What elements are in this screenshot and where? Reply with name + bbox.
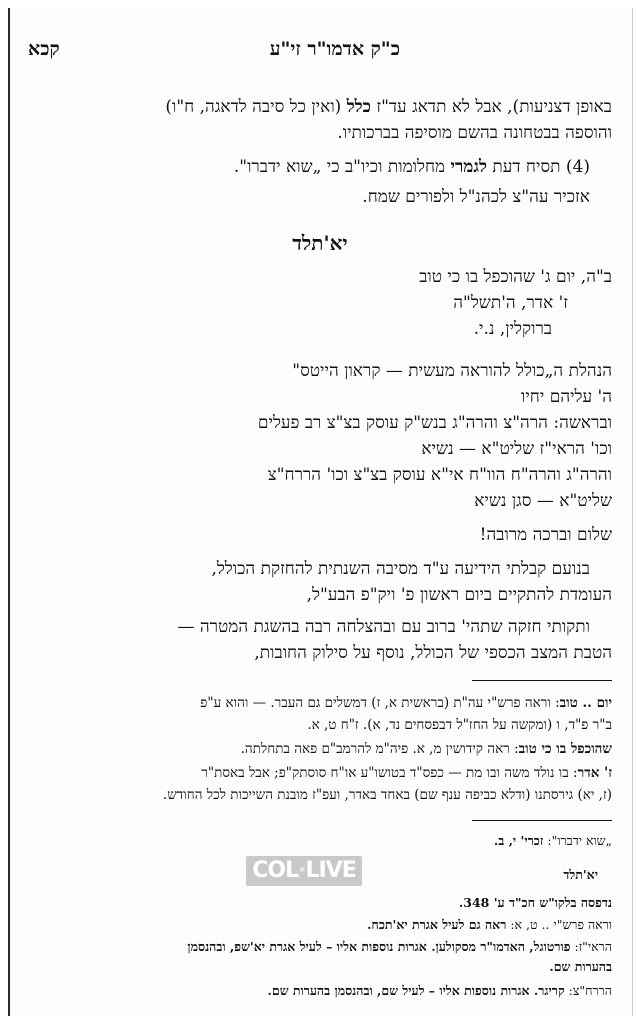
page-number: קכא	[28, 38, 60, 60]
footnote-divider	[472, 680, 612, 681]
note-text: הראי"ז:	[570, 939, 612, 954]
item-4-bold: לגמרי	[450, 157, 487, 177]
footnote-1-cont: ב"ר פ"ד, ו (ומקשה על החז"ל דבפסחים נד, א). ז"ח ט, א.	[307, 717, 612, 733]
footnote-1	[28, 692, 612, 714]
intro-line-2: והוספה בבטחונה בהשם מוסיפה בברכותיו.	[337, 123, 612, 143]
intro-bold: כלל	[346, 97, 371, 117]
paragraph-line: הטבת המצב הכספי של הכולל, נוסף על סילוק החובות,	[254, 643, 612, 663]
footnote-text: : ראה קידושין מ, א. פיה"מ להרמב"ם פאה בתחלתה.	[240, 741, 519, 757]
address-line: ה' עליהם יחיו	[520, 387, 612, 407]
item-4	[28, 154, 612, 180]
note-harrach	[28, 980, 612, 1001]
note-verse	[28, 830, 612, 851]
address-line: ובראשה: הרה"צ והרה"ג בנש"ק עוסק בצ"צ רב פעלים	[257, 413, 612, 433]
watermark-text: LIVE	[305, 858, 356, 883]
paragraph-line: בנועם קבלתי הידיעה ע"ד מסיבה השנתית להחזקת הכולל,	[211, 559, 590, 579]
watermark-logo	[246, 856, 362, 886]
footnote-text: : בו נולד משה ובו מת — כפס"ד בטושו"ע או"ח סוסתק"פ; אבל באסת"ר	[201, 765, 578, 781]
footnote-term: ז' אדר	[577, 765, 612, 781]
paragraph-line: ותקותי חזקה שתהי' ברוב עם ובהצלחה רבה בהשגת המטרה —	[177, 617, 590, 637]
note-bold: ראה גם לעיל אגרת יא'תכח.	[367, 917, 507, 932]
paragraph-line: העומדת להתקיים ביום ראשון פ' ויק"פ הבע"ל,	[306, 585, 612, 605]
intro-text: באופן דצניעות), אבל לא תדאג עד"ז	[370, 97, 612, 117]
intro-closing: אזכיר עה"צ לכהנ"ל ולפורים שמח.	[362, 187, 590, 207]
header-title: כ"ק אדמו"ר זי"ע	[269, 38, 400, 60]
address-line: הנהלת ה„כולל להוראה מעשית — קראון הייטס"	[292, 361, 612, 381]
footnote-term: יום .. טוב	[559, 695, 612, 711]
letter-heading: יא'תלד	[292, 231, 348, 255]
intro-line-1	[28, 94, 612, 120]
footnote-3-cont: (ז, יא) גירסתנו (ודלא כביפה ענף שם) באחד באדר, ועפ"ז מובנת השייכות לכל החודש.	[162, 787, 612, 803]
address-line: והרה"ג והרה"ח הוו"ח אי"א עוסק בצ"צ וכו' הררח"צ	[267, 465, 612, 485]
note-text: וראה פרש"י .. ט, א:	[506, 917, 612, 932]
notes-divider	[472, 820, 612, 821]
note-bold: זכרי' י, ב.	[493, 833, 544, 848]
watermark-separator: ·	[298, 858, 306, 883]
footnote-term: שהוכפל בו כי טוב	[518, 741, 612, 757]
footnote-2	[28, 738, 612, 760]
address-line: וכו' הראי"ז שליט"א — נשיא	[421, 439, 612, 459]
note-bold: קריגר. אגרות נוספות אליו – לעיל שם, ובהנסמן בהערות שם.	[267, 983, 565, 998]
notes-heading: יא'תלד	[563, 867, 598, 882]
note-see	[28, 914, 612, 935]
document-page	[8, 8, 633, 1016]
note-text: „שוא ידברו":	[543, 833, 612, 848]
note-harai	[28, 936, 612, 957]
note-published: נדפסה בלקו"ש חכ"ד ע' 348.	[458, 895, 612, 910]
date-line-1: ב"ה, יום ג' שהוכפל בו כי טוב	[419, 267, 612, 287]
note-text: הררח"צ:	[564, 983, 612, 998]
note-harai-cont: בהערות שם.	[549, 959, 612, 974]
greeting: שלום וברכה מרובה!	[479, 525, 612, 545]
date-line-2: ז' אדר, ה'תשל"ה	[453, 293, 568, 313]
watermark-text: COL	[252, 858, 299, 883]
footnote-text: : וראה פרש"י עה"ת (בראשית א, ז) דמשלים גם העבר. — והוא ע"פ	[200, 695, 560, 711]
intro-text: (ואין כל סיבה לדאגה, ח"ו)	[165, 97, 347, 117]
item-4-text: (4) תסיח דעת	[486, 157, 590, 177]
note-bold: פורטוגל, האדמו"ר מסקולען. אגרות נוספות אליו – לעיל אגרת יא'שפ, ובהנסמן	[187, 939, 571, 954]
date-line-3: ברוקלין, נ.י.	[473, 319, 552, 339]
footnote-3	[28, 762, 612, 784]
address-line: שליט"א — סגן נשיא	[474, 491, 612, 511]
item-4-text: מחלומות וכיו"ב כי „שוא ידברו".	[233, 157, 451, 177]
